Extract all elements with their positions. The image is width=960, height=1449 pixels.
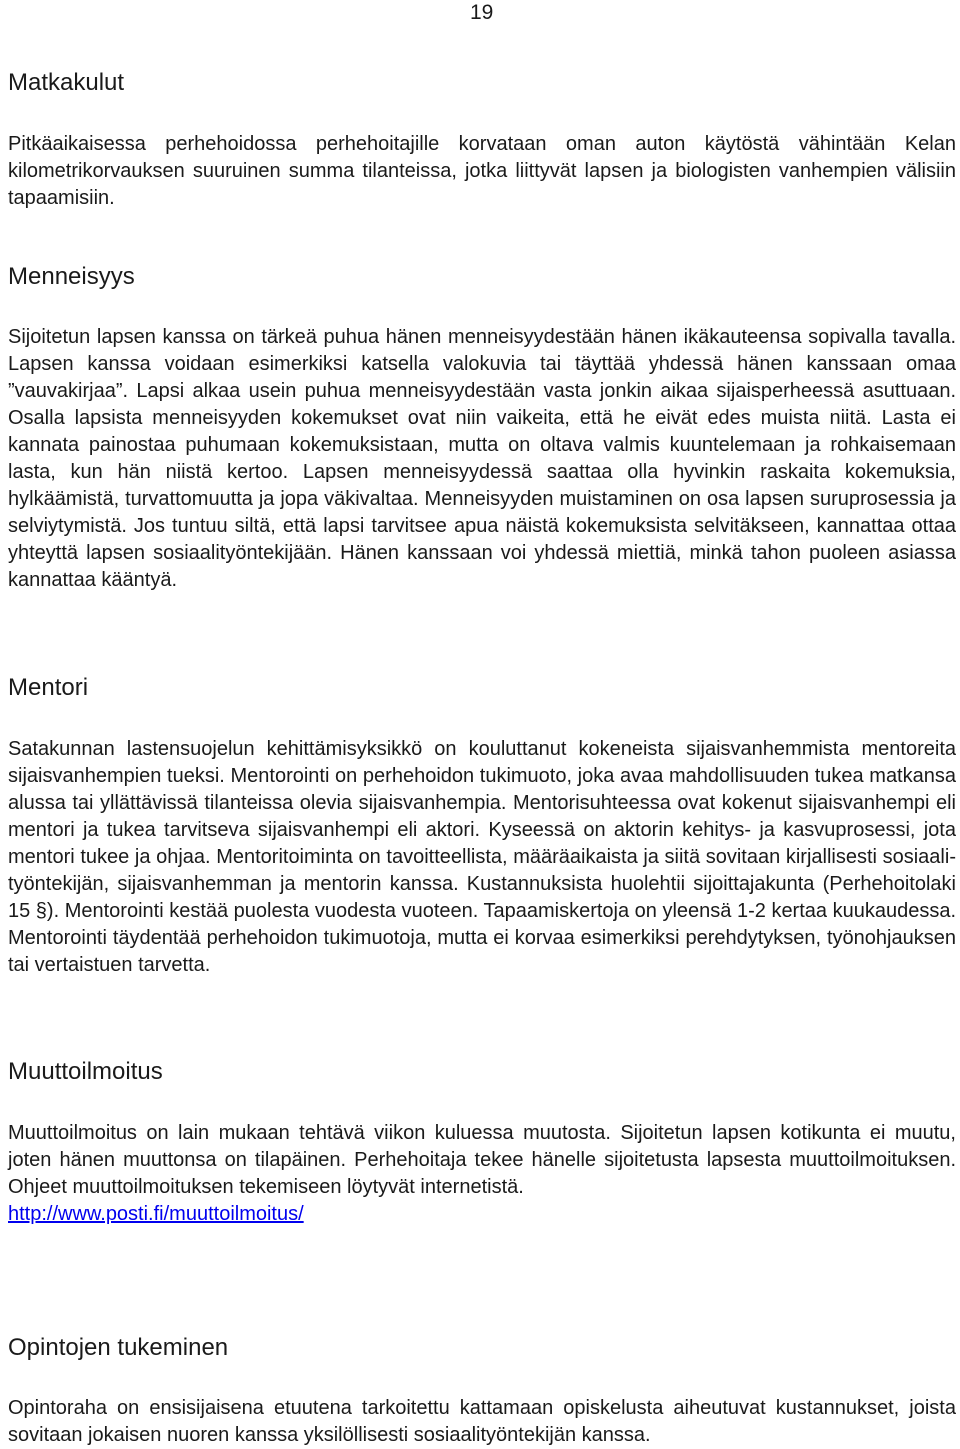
section-paragraph-muuttoilmoitus: Muuttoilmoitus on lain mukaan tehtävä viikon kuluessa muutosta. Sijoitetun lapsen kotikunta ei muutu, joten hänen muuttonsa on tilapäinen. Perhehoitaja tekee hänelle sijoitetusta lapsesta muuttoilmoituksen. Ohjeet muuttoilmoituksen tekemiseen löytyvät internetistä. <box>8 1122 956 1198</box>
section-paragraph-mentori: Satakunnan lastensuojelun kehittämisyksikkö on kouluttanut kokeneista sijaisvanhemmista mentoreita sijaisvanhempien tueksi. Mentorointi on perhehoidon tukimuoto, joka avaa mahdollisuuden tukea matkansa alussa tai yllättävissä tilanteissa olevia sijaisvanhempia. Mentorisuhteessa ovat kokenut sijaisvanhempi eli mentori ja tukea tarvitseva sijaisvanhempi eli aktori. Kyseessä on aktorin kehitys- ja kasvuprosessi, jota mentori tukee ja ohjaa. Mentoritoiminta on tavoitteellista, määräaikaista ja siitä sovitaan kirjallisesti sosiaalityöntekijän, sijaisvanhemman ja mentorin kanssa. Kustannuksista huolehtii sijoittajakunta (Perhehoitolaki 15 §). Mentorointi kestää puolesta vuodesta vuoteen. Tapaamiskertoja on yleensä 1-2 kertaa kuukaudessa. Mentorointi täydentää perhehoidon tukimuotoja, mutta ei korvaa esimerkiksi perehdytyksen, työnohjauksen tai vertaistuen tarvetta. <box>8 738 956 976</box>
section-heading-opintojen-tukeminen: Opintojen tukeminen <box>8 1334 229 1361</box>
section-heading-menneisyys: Menneisyys <box>8 263 135 290</box>
section-heading-mentori: Mentori <box>8 674 89 701</box>
section-heading-muuttoilmoitus: Muuttoilmoitus <box>8 1058 163 1085</box>
section-paragraph-matkakulut: Pitkäaikaisessa perhehoidossa perhehoitajille korvataan oman auton käytöstä vähintään Kelan kilometrikorvauksen suuruinen summa tilanteissa, jotka liittyvät lapsen ja biologisten vanhempien välisiin tapaamisiin. <box>8 133 956 209</box>
section-heading-matkakulut: Matkakulut <box>8 69 125 96</box>
section-paragraph-menneisyys: Sijoitetun lapsen kanssa on tärkeä puhua hänen menneisyydestään hänen ikäkauteensa sopivalla tavalla. Lapsen kanssa voidaan esimerkiksi katsella valokuvia tai täyttää yhdessä hänen kanssaan omaa ”vauvakirjaa”. Lapsi alkaa usein puhua menneisyydestään vasta jonkin aikaa sijaisperheessä asuttuaan. Osalla lapsista menneisyyden kokemukset ovat niin vaikeita, että he eivät edes muista niitä. Lasta ei kannata painostaa puhumaan kokemuksistaan, mutta on oltava valmis kuuntelemaan ja rohkaisemaan lasta, kun hän niistä kertoo. Lapsen menneisyydessä saattaa olla hyvinkin raskaita kokemuksia, hylkäämistä, turvattomuutta ja jopa väkivaltaa. Menneisyyden muistaminen on osa lapsen suruprosessia ja selviytymistä. Jos tuntuu siltä, että lapsi tarvitsee apua näistä kokemuksista selvitäkseen, kannattaa ottaa yhteyttä lapsen sosiaalityöntekijään. Hänen kanssaan voi yhdessä miettiä, minkä tahon puoleen asiassa kannattaa kääntyä. <box>8 326 956 591</box>
muuttoilmoitus-link[interactable]: http://www.posti.fi/muuttoilmoitus/ <box>8 1203 304 1225</box>
section-paragraph-opintojen-tukeminen: Opintoraha on ensisijaisena etuutena tarkoitettu kattamaan opiskelusta aiheutuvat kustannukset, joista sovitaan jokaisen nuoren kanssa yksilöllisesti sosiaalityöntekijän kanssa. <box>8 1397 956 1446</box>
page-number: 19 <box>470 1 494 24</box>
